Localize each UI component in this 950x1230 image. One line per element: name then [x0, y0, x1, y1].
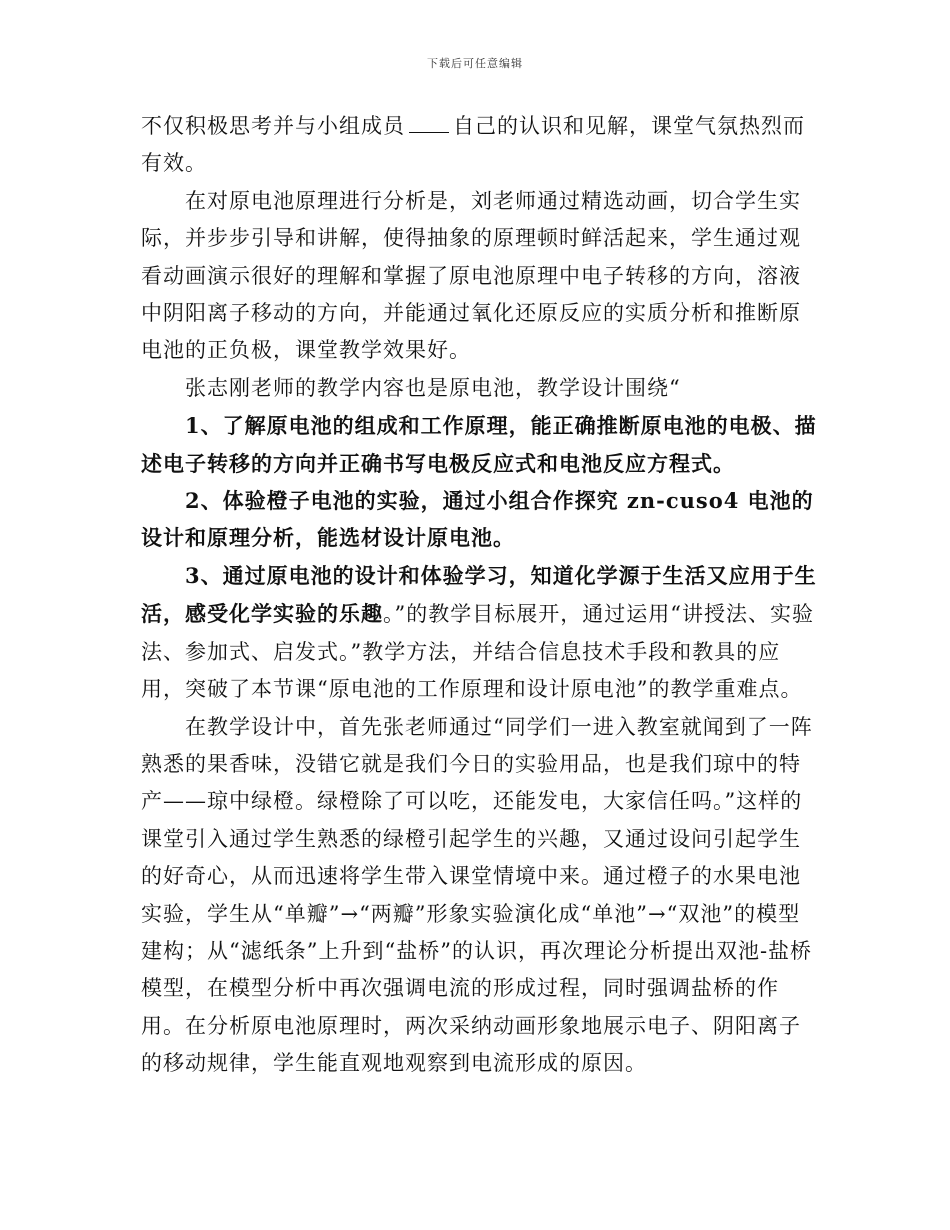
paragraph-1	[141, 108, 817, 183]
paragraph-4: 在教学设计中，首先张老师通过“同学们一进入教室就闻到了一阵熟悉的果香味，没错它就是我们今日的实验用品，也是我们琼中的特产——琼中绿橙。绿橙除了可以吃，还能发电，大家信任吗。”这样的课堂引入通过学生熟悉的绿橙引起学生的兴趣，又通过设问引起学生的好奇心，从而迅速将学生带入课堂情境中来。通过橙子的水果电池实验，学生从“单瓣”→“两瓣”形象实验演化成“单池”→“双池”的模型建构；从“滤纸条”上升到“盐桥”的认识，再次理论分析提出双池-盐桥模型，在模型分析中再次强调电流的形成过程，同时强调盐桥的作用。在分析原电池原理时，两次采纳动画形象地展示电子、阴阳离子的移动规律，学生能直观地观察到电流形成的原因。	[141, 714, 813, 1076]
paragraph-2: 在对原电池原理进行分析是，刘老师通过精选动画，切合学生实际，并步步引导和讲解，使得抽象的原理顿时鲜活起来，学生通过观看动画演示很好的理解和掌握了原电池原理中电子转移的方向，溶液中阴阳离子移动的方向，并能通过氧化还原反应的实质分析和推断原电池的正负极，课堂教学效果好。	[141, 188, 801, 363]
paragraph-1-text-before-blank: 不仅积极思考并与小组成员	[141, 114, 405, 138]
teaching-goal-3-rest: 。”的教学目标展开，通过运用“讲授法、实验法、参加式、启发式。”教学方法，并结合信息技术手段和教具的应用，突破了本节课“原电池的工作原理和设计原电池”的教学重难点。	[141, 602, 814, 702]
paragraph-3: 张志刚老师的教学内容也是原电池，教学设计围绕“	[185, 375, 681, 400]
teaching-goal-3	[141, 557, 817, 709]
page-header: 下载后可任意编辑	[427, 57, 523, 70]
document-body	[141, 108, 817, 1083]
teaching-goal-3-bold: 3、通过原电池的设计和体验学习，知道化学源于生活又应用于生活，感受化学实验的乐趣	[141, 562, 817, 627]
teaching-goal-1: 1、了解原电池的组成和工作原理，能正确推断原电池的电极、描述电子转移的方向并正确书写电极反应式和电池反应方程式。	[141, 413, 817, 476]
teaching-goal-2: 2、体验橙子电池的实验，通过小组合作探究 zn-cuso4 电池的设计和原理分析，能选材设计原电池。	[141, 488, 814, 551]
paragraph-1-text-after-blank: 自己的认识和见解，课堂气氛热烈而有效。	[141, 114, 805, 176]
fill-in-blank	[409, 110, 449, 133]
